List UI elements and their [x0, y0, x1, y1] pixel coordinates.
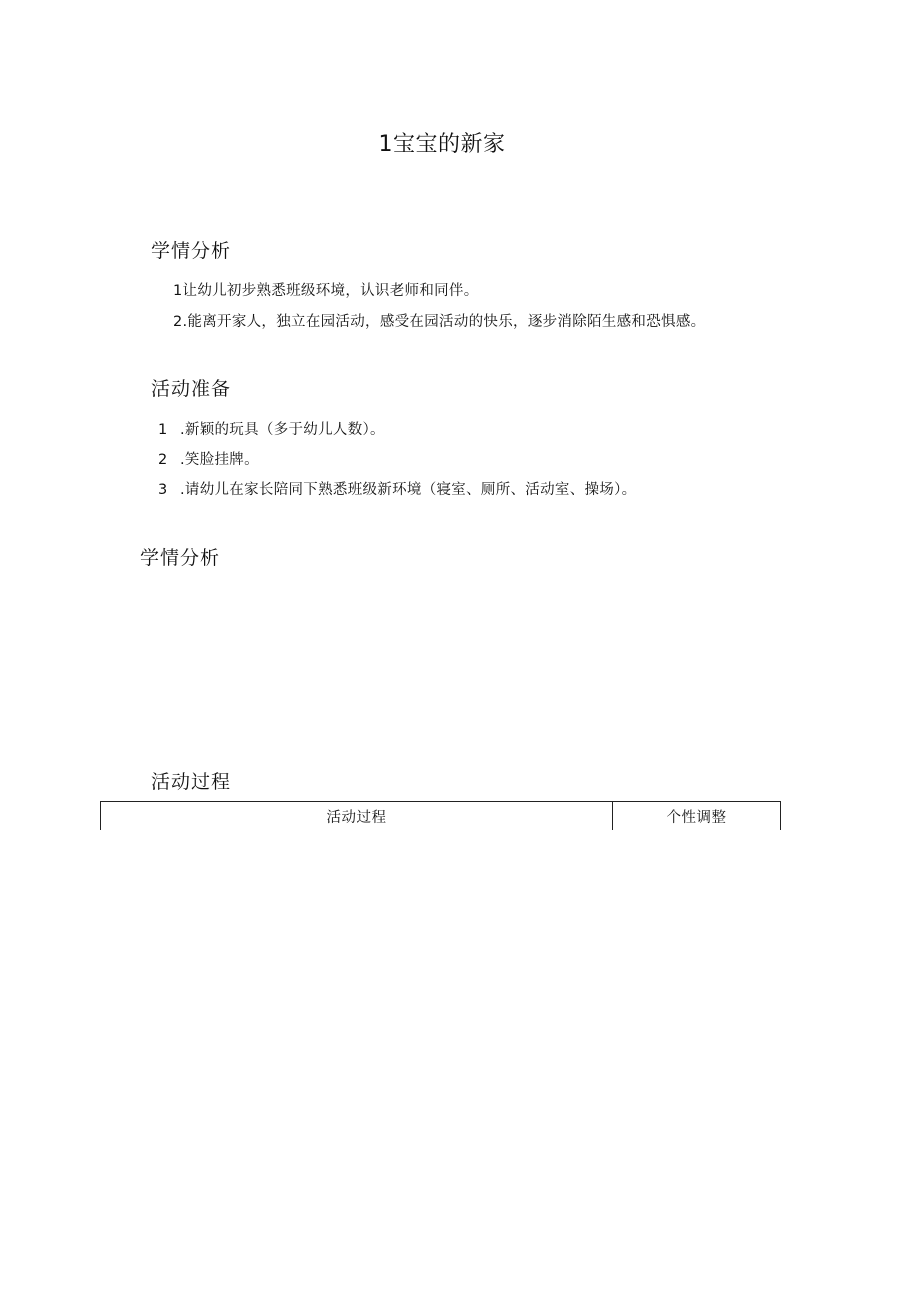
section-heading-analysis: 学情分析: [151, 240, 232, 262]
preparation-item-3: [158, 478, 636, 499]
preparation-item-number: 2: [158, 452, 168, 468]
preparation-item-text: .笑脸挂牌。: [180, 452, 259, 468]
section-heading-process: 活动过程: [151, 771, 232, 793]
preparation-item-text: .请幼儿在家长陪同下熟悉班级新环境（寝室、厕所、活动室、操场）。: [180, 482, 637, 498]
process-table: [100, 801, 781, 830]
preparation-item-number: 1: [158, 422, 168, 438]
table-header-process: 活动过程: [101, 802, 613, 830]
analysis-item-2: 2.能离开家人，独立在园活动，感受在园活动的快乐，逐步消除陌生感和恐惧感。: [173, 314, 706, 330]
preparation-item-text: .新颖的玩具（多于幼儿人数）。: [180, 422, 385, 438]
preparation-item-number: 3: [158, 482, 168, 498]
section-heading-preparation: 活动准备: [151, 378, 232, 400]
section-heading-analysis-2: 学情分析: [140, 547, 221, 569]
table-header-adjustment: 个性调整: [666, 809, 727, 826]
preparation-item-1: [158, 418, 385, 439]
document-title: 1宝宝的新家: [378, 132, 506, 157]
analysis-item-1: 1让幼儿初步熟悉班级环境，认识老师和同伴。: [173, 283, 479, 299]
preparation-item-2: [158, 448, 259, 469]
